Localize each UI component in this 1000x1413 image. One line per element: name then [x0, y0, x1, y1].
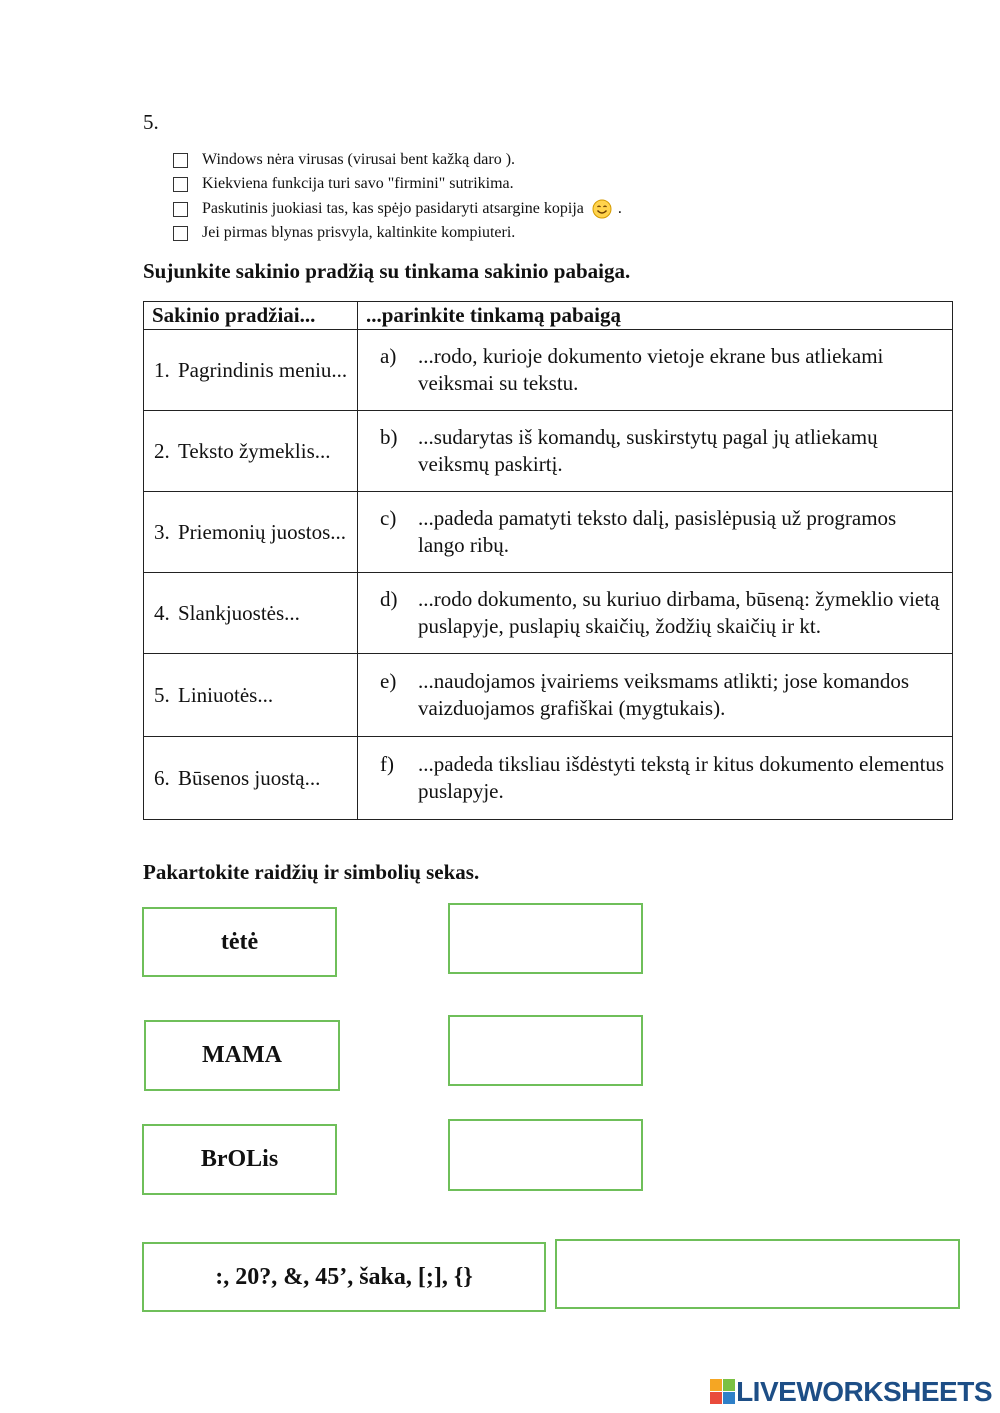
checkbox-row-4[interactable] — [173, 222, 515, 244]
answer-input-3[interactable] — [448, 1119, 643, 1191]
answer-input-1[interactable] — [448, 903, 643, 974]
checkbox-row-3[interactable] — [173, 198, 622, 220]
table-row — [144, 737, 953, 820]
right-item-b: b) ...sudarytas iš komandų, suskirstytų pagal jų atliekamų veiksmų paskirtį. — [380, 425, 878, 476]
matching-table — [143, 301, 953, 820]
sequence-box-2: MAMA — [144, 1020, 340, 1091]
table-row — [144, 654, 953, 737]
checkbox-3[interactable] — [173, 202, 188, 217]
right-item-a: a) ...rodo, kurioje dokumento vietoje ekrane bus atliekami veiksmai su tekstu. — [380, 344, 884, 395]
table-header-row — [144, 302, 953, 330]
left-item-1: 1. Pagrindinis meniu... — [154, 357, 348, 382]
right-item-c: c) ...padeda pamatyti teksto dalį, pasislėpusią už programos lango ribų. — [380, 506, 897, 557]
table-row — [144, 411, 953, 492]
left-item-2: 2. Teksto žymeklis... — [154, 438, 331, 463]
left-item-6: 6. Būsenos juostą... — [154, 765, 321, 790]
checkbox-label-4: Jei pirmas blynas prisvyla, kaltinkite kompiuteri. — [202, 224, 516, 241]
match-heading: Sujunkite sakinio pradžią su tinkama sakinio pabaiga. — [143, 259, 631, 283]
answer-input-4[interactable] — [555, 1239, 960, 1309]
table-row — [144, 573, 953, 654]
answer-input-2[interactable] — [448, 1015, 643, 1086]
table-row — [144, 492, 953, 573]
checkbox-row-2[interactable] — [173, 173, 514, 195]
checkbox-4[interactable] — [173, 226, 188, 241]
repeat-heading: Pakartokite raidžių ir simbolių sekas. — [143, 860, 480, 884]
logo-text: LIVEWORKSHEETS — [736, 1376, 992, 1407]
question-number: 5. — [143, 110, 159, 134]
right-item-e: e) ...naudojamos įvairiems veiksmams atlikti; jose komandos vaizduojamos grafiškai (mygtukais). — [380, 669, 910, 720]
left-item-3: 3. Priemonių juostos... — [154, 519, 347, 544]
liveworksheets-logo[interactable] — [710, 1376, 992, 1408]
checkbox-label-3: Paskutinis juokiasi tas, kas spėjo pasidaryti atsargine kopija — [202, 200, 584, 217]
sequence-box-4: :, 20?, &, 45’, šaka, [;], {} — [142, 1242, 546, 1312]
checkbox-label-1: Windows nėra virusas (virusai bent kažką daro ). — [202, 151, 516, 168]
checkbox-1[interactable] — [173, 153, 188, 168]
sequence-box-1: tėtė — [142, 907, 337, 977]
checkbox-row-1[interactable] — [173, 149, 515, 171]
col1-header: Sakinio pradžiai... — [144, 302, 358, 330]
col2-header: ...parinkite tinkamą pabaigą — [358, 302, 953, 330]
smiley-icon — [592, 199, 612, 219]
right-item-f: f) ...padeda tiksliau išdėstyti tekstą ir kitus dokumento elementus puslapyje. — [380, 752, 945, 803]
left-item-4: 4. Slankjuostės... — [154, 600, 300, 625]
checkbox-2[interactable] — [173, 177, 188, 192]
left-item-5: 5. Liniuotės... — [154, 682, 274, 707]
checkbox-label-2: Kiekviena funkcija turi savo "firmini" sutrikima. — [202, 175, 514, 192]
table-row — [144, 330, 953, 411]
checkbox-label-3-suffix: . — [617, 200, 622, 217]
liveworksheets-logo-icon — [710, 1379, 736, 1405]
sequence-box-3: BrOLis — [142, 1124, 337, 1195]
right-item-d: d) ...rodo dokumento, su kuriuo dirbama, būseną: žymeklio vietą puslapyje, puslapių skaičių, žodžių skaičių ir kt. — [380, 587, 940, 638]
